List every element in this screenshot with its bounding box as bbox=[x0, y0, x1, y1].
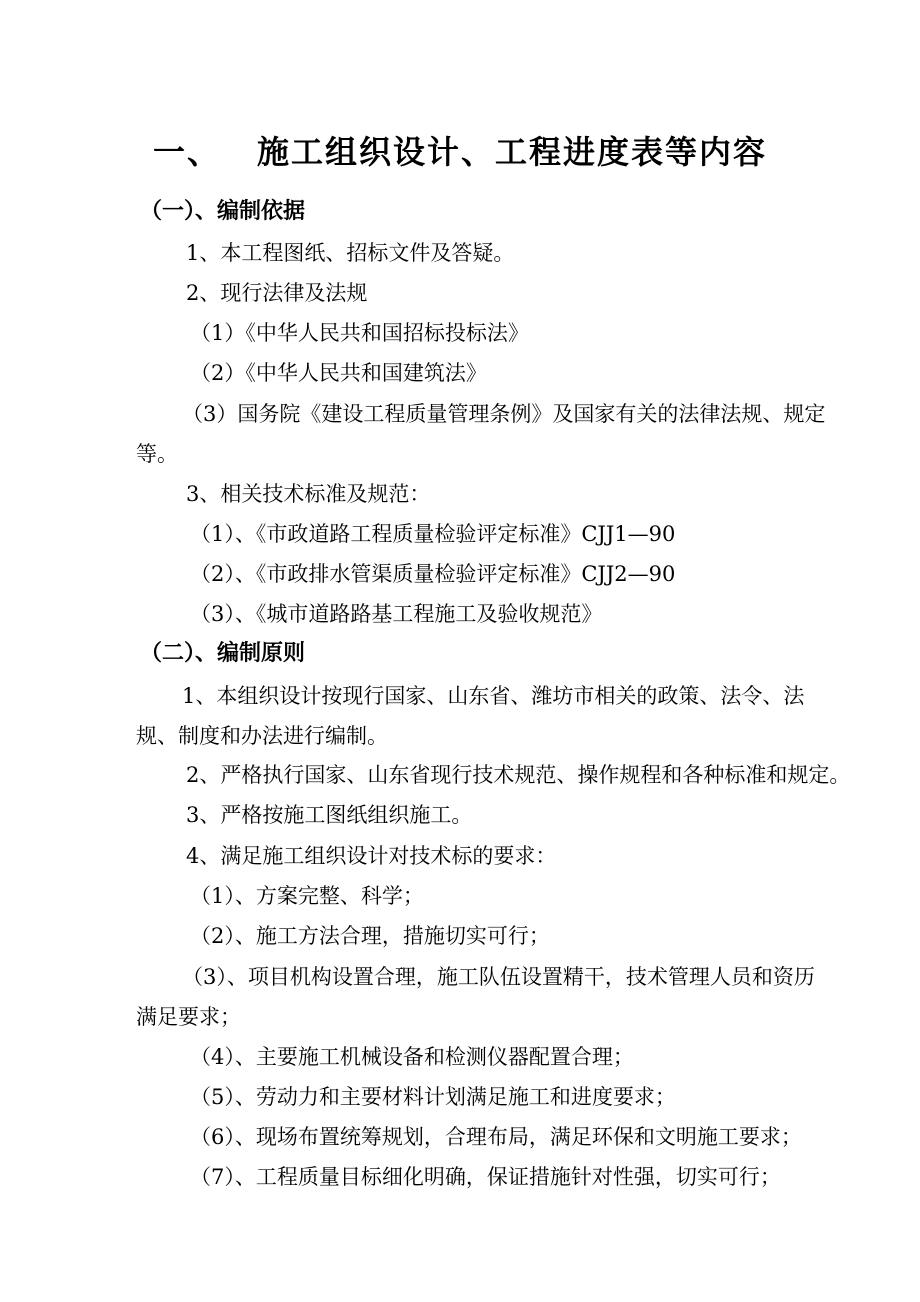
paragraph-principle-4-1: （1）、方案完整、科学； bbox=[190, 884, 424, 908]
paragraph-principle-4-7: （7）、工程质量目标细化明确，保证措施针对性强，切实可行； bbox=[190, 1165, 781, 1189]
paragraph-basis-3-3: （3）、《城市道路路基工程施工及验收规范》 bbox=[190, 602, 603, 626]
paragraph-basis-3-1: （1）、《市政道路工程质量检验评定标准》CJJ1—90 bbox=[190, 522, 676, 546]
paragraph-principle-4-4: （4）、主要施工机械设备和检测仪器配置合理； bbox=[190, 1045, 634, 1069]
title-number: 一、 bbox=[152, 133, 221, 171]
section-heading-principles: （二）、编制原则 bbox=[140, 641, 306, 666]
paragraph-basis-2-2: （2）《中华人民共和国建筑法》 bbox=[190, 361, 487, 385]
paragraph-principle-1: 1、本组织设计按现行国家、山东省、潍坊市相关的政策、法令、法规、制度和办法进行编制。 bbox=[136, 684, 805, 748]
paragraph-basis-1: 1、本工程图纸、招标文件及答疑。 bbox=[186, 241, 515, 265]
title-text: 施工组织设计、工程进度表等内容 bbox=[257, 133, 768, 171]
paragraph-basis-2-1: （1）《中华人民共和国招标投标法》 bbox=[190, 321, 529, 345]
paragraph-principle-3: 3、严格按施工图纸组织施工。 bbox=[186, 803, 473, 827]
paragraph-principle-4-6: （6）、现场布置统筹规划，合理布局，满足环保和文明施工要求； bbox=[190, 1125, 802, 1149]
page-title bbox=[0, 128, 920, 176]
paragraph-principle-2: 2、严格执行国家、山东省现行技术规范、操作规程和各种标准和规定。 bbox=[186, 763, 851, 787]
section-heading-basis: （一）、编制依据 bbox=[140, 199, 306, 224]
paragraph-basis-3-2: （2）、《市政排水管渠质量检验评定标准》CJJ2—90 bbox=[190, 562, 676, 586]
paragraph-principle-4-5: （5）、劳动力和主要材料计划满足施工和进度要求； bbox=[190, 1085, 676, 1109]
paragraph-basis-2: 2、现行法律及法规 bbox=[186, 281, 368, 305]
paragraph-basis-3: 3、相关技术标准及规范： bbox=[186, 482, 431, 506]
paragraph-principle-4-2: （2）、施工方法合理，措施切实可行； bbox=[190, 924, 550, 948]
paragraph-principle-4: 4、满足施工组织设计对技术标的要求： bbox=[186, 844, 557, 868]
paragraph-basis-2-3: （3）国务院《建设工程质量管理条例》及国家有关的法律法规、规定等。 bbox=[136, 402, 826, 466]
paragraph-principle-4-3: （3）、项目机构设置合理，施工队伍设置精干，技术管理人员和资历满足要求； bbox=[136, 965, 815, 1029]
